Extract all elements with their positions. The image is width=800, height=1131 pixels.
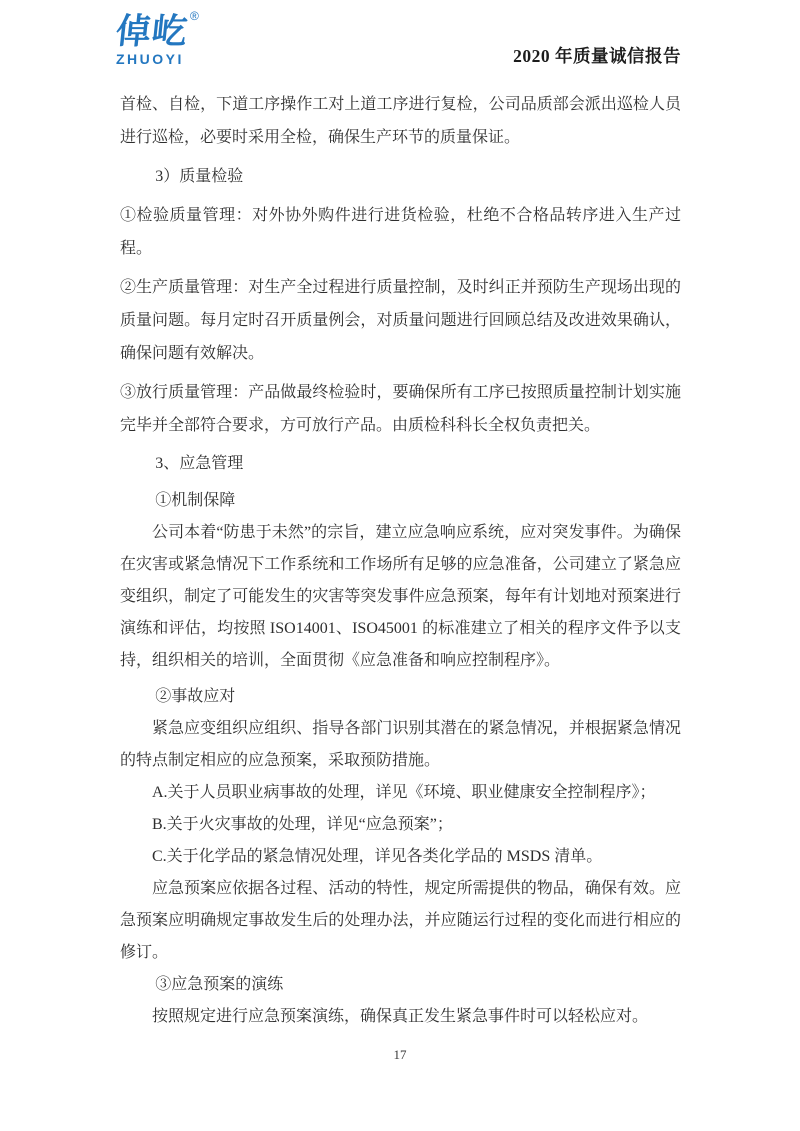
body-paragraph: ③放行质量管理：产品做最终检验时，要确保所有工序已按照质量控制计划实施完毕并全部符合要求，方可放行产品。由质检科科长全权负责把关。: [120, 384, 681, 434]
logo-chinese-text: 倬屹: [113, 12, 191, 51]
registered-trademark-icon: ®: [190, 9, 199, 23]
list-item: A.关于人员职业病事故的处理，详见《环境、职业健康安全控制程序》；: [152, 784, 656, 801]
body-paragraph: 首检、自检，下道工序操作工对上道工序进行复检，公司品质部会派出巡检人员进行巡检，必要时采用全检，确保生产环节的质量保证。: [120, 96, 681, 146]
page-footer: [0, 1046, 800, 1064]
company-logo: [113, 9, 199, 67]
body-paragraph: 应急预案应依据各过程、活动的特性，规定所需提供的物品，确保有效。应急预案应明确规定事故发生后的处理办法，并应随运行过程的变化而进行相应的修订。: [120, 880, 681, 961]
section-heading: ②事故应对: [155, 688, 236, 705]
section-heading: ③应急预案的演练: [155, 976, 284, 993]
section-heading: ①机制保障: [155, 492, 236, 509]
report-title: 2020 年质量诚信报告: [513, 46, 681, 66]
logo-latin-text: ZHUOYI: [116, 51, 184, 67]
list-item: C.关于化学品的紧急情况处理，详见各类化学品的 MSDS 清单。: [152, 848, 603, 865]
body-paragraph: ②生产质量管理：对生产全过程进行质量控制，及时纠正并预防生产现场出现的质量问题。每月定时召开质量例会，对质量问题进行回顾总结及改进效果确认，确保问题有效解决。: [120, 279, 681, 362]
body-paragraph: 紧急应变组织应组织、指导各部门识别其潜在的紧急情况，并根据紧急情况的特点制定相应的应急预案，采取预防措施。: [120, 720, 681, 769]
body-paragraph: ①检验质量管理：对外协外购件进行进货检验，杜绝不合格品转序进入生产过程。: [120, 207, 681, 257]
body-paragraph: 公司本着“防患于未然”的宗旨，建立应急响应系统，应对突发事件。为确保在灾害或紧急情况下工作系统和工作场所有足够的应急准备，公司建立了紧急应变组织，制定了可能发生的灾害等突发事件应急预案，每年有计划地对预案进行演练和评估，均按照 ISO14001、ISO45001 的标准建立了相关的程序文件予以支持，组织相关的培训，全面贯彻《应急准备和响应控制程序》。: [120, 524, 681, 669]
logo-chinese-row: [113, 9, 199, 51]
list-item: B.关于火灾事故的处理，详见“应急预案”；: [152, 816, 453, 833]
page-number: 17: [393, 1047, 407, 1062]
section-heading: 3）质量检验: [155, 168, 244, 185]
document-body: [120, 88, 681, 1033]
body-paragraph: 按照规定进行应急预案演练，确保真正发生紧急事件时可以轻松应对。: [152, 1008, 649, 1025]
section-heading: 3、应急管理: [155, 455, 244, 472]
